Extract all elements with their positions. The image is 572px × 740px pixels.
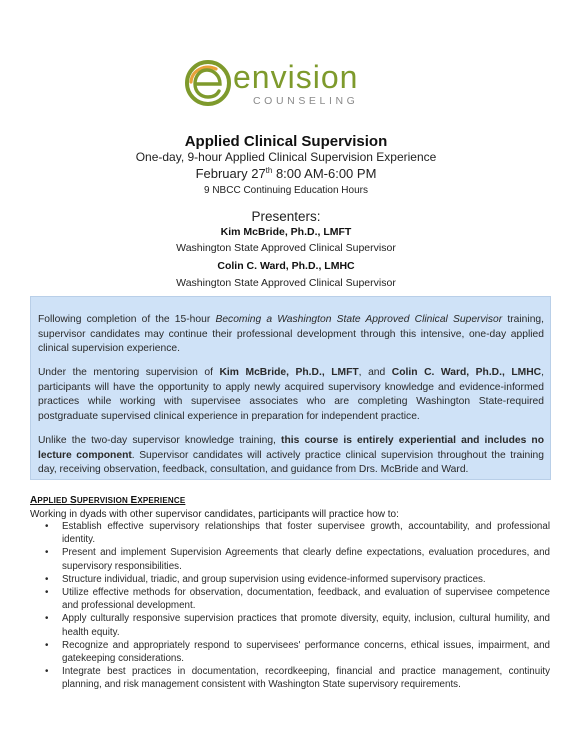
list-item xyxy=(30,639,550,665)
bullet-icon: • xyxy=(45,613,49,625)
description-text: , participants will have the opportunity to apply newly acquired supervisory knowledge and evidence-informed practices while working with supervisee associates who are completing Washington State-required postgraduate supervised clinical experience in preparation for independent practice. xyxy=(38,367,544,422)
bullet-icon: • xyxy=(45,639,49,651)
description-paragraph xyxy=(38,434,544,478)
heading-part: E xyxy=(130,495,138,506)
logo-subtext: COUNSELING xyxy=(253,95,359,107)
presenter-name-inline: Colin C. Ward, Ph.D., LMHC xyxy=(391,367,542,378)
list-item xyxy=(30,520,550,546)
list-item-text: Structure individual, triadic, and group supervision using evidence-informed supervisory practices. xyxy=(62,573,486,585)
page-subtitle: One-day, 9-hour Applied Clinical Supervision Experience xyxy=(135,150,437,164)
description-box xyxy=(30,296,551,480)
list-item xyxy=(30,546,550,572)
list-item xyxy=(30,573,550,586)
list-item xyxy=(30,586,550,612)
list-item xyxy=(30,665,550,691)
description-text: training, supervisor candidates may continue their professional development through this intensive, one-day applied clinical supervision experience. xyxy=(38,314,545,354)
envision-logo xyxy=(183,58,383,110)
list-item-text: Apply culturally responsive supervision practices that promote diversity, equity, inclusion, cultural humility, and health equity. xyxy=(62,613,550,638)
emphasis-text: this course is entirely experiential and includes no lecture component xyxy=(38,435,544,461)
bullet-icon: • xyxy=(45,666,49,678)
bullet-icon: • xyxy=(45,521,49,532)
description-text: Unlike the two-day supervisor knowledge training, xyxy=(38,435,282,446)
bullet-icon: • xyxy=(45,547,49,559)
heading-part: S xyxy=(69,495,77,506)
page-title: Applied Clinical Supervision xyxy=(184,133,388,150)
description-paragraph xyxy=(38,313,544,357)
section-heading xyxy=(30,495,185,506)
heading-part: XPERIENCE xyxy=(137,496,186,505)
presenters-heading: Presenters: xyxy=(251,209,321,224)
description-text: . Supervisor candidates will actively practice clinical supervision throughout the training day, receiving observation, feedback, consultation, and guidance from Drs. McBride and Ward. xyxy=(38,449,544,475)
list-item-text: Integrate best practices in documentation, recordkeeping, financial and practice management, continuity planning, and risk management consistent with Washington State supervisory requirements. xyxy=(62,666,550,691)
description-text: Following completion of the 15-hour xyxy=(38,314,216,325)
event-date-time: 8:00 AM-6:00 PM xyxy=(272,166,377,181)
list-item-text: Recognize and appropriately respond to supervisees' performance concerns, ethical issues, impairment, and gatekeeping considerations. xyxy=(62,639,550,665)
description-paragraph xyxy=(38,366,544,424)
list-item-text: Utilize effective methods for observation, documentation, feedback, and evaluation of supervisee competence and professional development. xyxy=(62,587,550,612)
presenter-name: Kim McBride, Ph.D., LMFT xyxy=(220,226,352,238)
bullet-icon: • xyxy=(45,573,49,585)
presenter-role: Washington State Approved Clinical Supervisor xyxy=(176,242,396,254)
ceu-hours: 9 NBCC Continuing Education Hours xyxy=(204,185,368,196)
presenter-name-inline: Kim McBride, Ph.D., LMFT xyxy=(219,367,359,378)
envision-e-logo-icon xyxy=(183,58,233,108)
list-item-text: Establish effective supervisory relationships that foster supervisee growth, accountability, and professional identity. xyxy=(62,521,550,546)
event-date-suffix: th xyxy=(265,166,273,175)
training-title: Becoming a Washington State Approved Clinical Supervisor xyxy=(215,314,503,325)
event-date xyxy=(0,166,572,181)
list-item-text: Present and implement Supervision Agreements that clearly define expectations, evaluation procedures, and supervisory responsibilities. xyxy=(62,547,550,572)
practice-list xyxy=(30,520,550,692)
presenter-role: Washington State Approved Clinical Supervisor xyxy=(176,277,396,289)
heading-part: PPLIED xyxy=(37,496,70,505)
section-intro: Working in dyads with other supervisor candidates, participants will practice how to: xyxy=(30,509,399,520)
description-text: Under the mentoring supervision of xyxy=(38,367,220,378)
logo-wordmark: envision xyxy=(233,59,359,95)
description-text: , and xyxy=(358,367,392,378)
event-date-month: February 27 xyxy=(195,166,266,181)
bullet-icon: • xyxy=(45,587,49,599)
heading-part: UPERVISION xyxy=(76,496,131,505)
list-item xyxy=(30,612,550,638)
heading-part: A xyxy=(30,495,38,506)
presenter-name: Colin C. Ward, Ph.D., LMHC xyxy=(217,260,355,272)
